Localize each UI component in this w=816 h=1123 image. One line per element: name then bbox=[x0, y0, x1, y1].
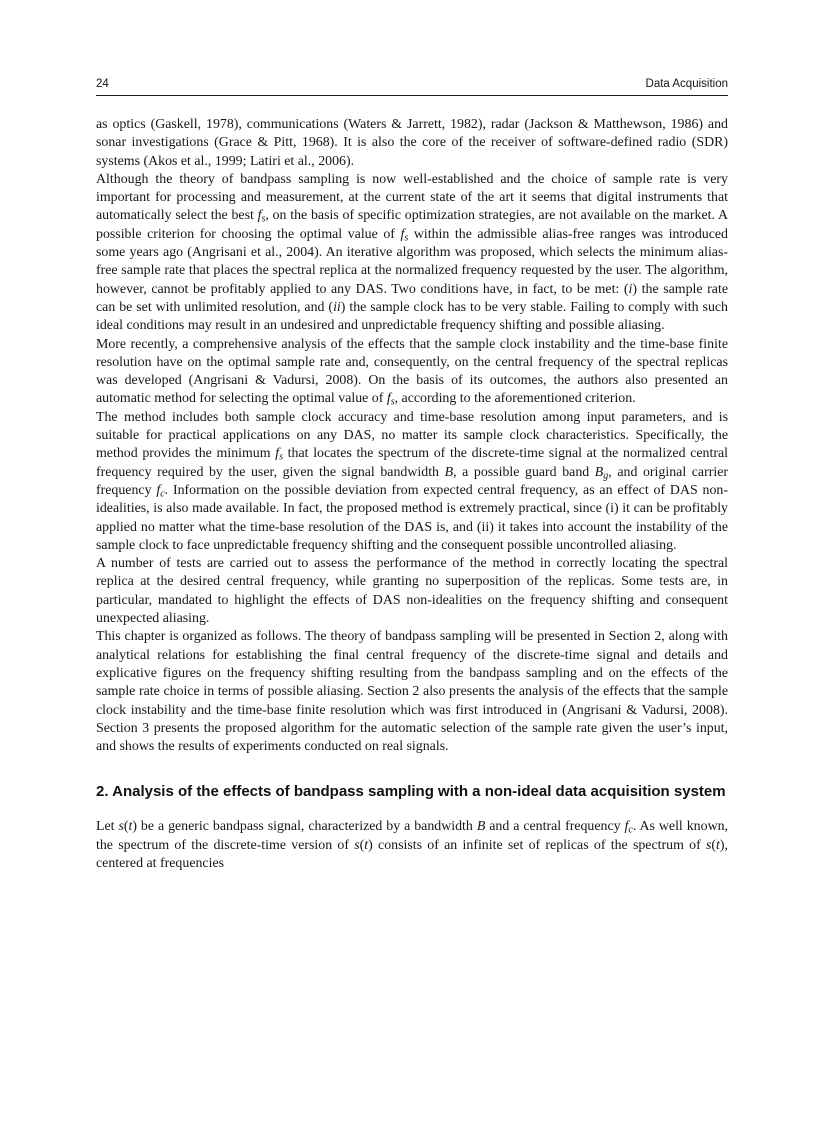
section-paragraphs bbox=[96, 818, 728, 873]
paragraph: A number of tests are carried out to assess the performance of the method in correctly locating the spectral replica at the desired central frequency, while granting no superposition of the replicas. Some tests are, in particular, mandated to highlight the effects of DAS non-idealities on the frequency shifting and consequent unexpected aliasing. bbox=[96, 556, 728, 627]
running-title: Data Acquisition bbox=[645, 78, 728, 90]
header-rule bbox=[96, 95, 728, 96]
page-number: 24 bbox=[96, 78, 109, 90]
paragraph: Let s(t) be a generic bandpass signal, characterized by a bandwidth B and a central frequency $f_c$. As well known, the spectrum of the discrete-time version of s(t) consists of an infinite set of replicas of the spectrum of s(t), centered at frequencies bbox=[96, 819, 729, 871]
paragraph: Although the theory of bandpass sampling is now well-established and the choice of sample rate is very important for processing and measurement, at the current state of the art it seems that digital instruments that automatically select the best $f_s$, on the basis of specific optimization strategies, are not available on the market. A possible criterion for choosing the optimal value of $f_s$ within the admissible alias-free ranges was introduced some years ago (Angrisani et al., 2004). An iterative algorithm was proposed, which selects the minimum alias-free sample rate that places the spectral replica at the normalized frequency requested by the user. The algorithm, however, cannot be profitably applied to any DAS. Two conditions have, in fact, to be met: (i) the sample rate can be set with unlimited resolution, and (ii) the sample clock has to be very stable. Failing to comply with such ideal conditions may result in an undesired and unpredictable frequency shifting and possible aliasing. bbox=[96, 171, 729, 334]
paragraph: The method includes both sample clock accuracy and time-base resolution among input parameters, and is suitable for practical applications on any DAS, no matter its sample clock characteristics. Specifically, the method provides the minimum $f_s$ that locates the spectrum of the discrete-time signal at the normalized central frequency required by the user, given the signal bandwidth B, a possible guard band $B_g$, and original carrier frequency $f_c$. Information on the possible deviation from expected central frequency, as an effect of DAS non-idealities, is also made available. In fact, the proposed method is extremely practical, since (i) it can be profitably applied no matter what the time-base resolution of the DAS is, and (ii) it takes into account the instability of the sample clock to face unpredictable frequency shifting and the consequent possible uncontrolled aliasing. bbox=[96, 409, 728, 553]
paragraph: More recently, a comprehensive analysis of the effects that the sample clock instability and the time-base finite resolution have on the optimal sample rate and, consequently, on the central frequency of the spectral replicas was developed (Angrisani & Vadursi, 2008). On the basis of its outcomes, the authors also presented an automatic method for selecting the optimal value of $f_s$, according to the aforementioned criterion. bbox=[96, 336, 728, 408]
page-header bbox=[96, 78, 728, 95]
intro-paragraphs bbox=[96, 116, 728, 756]
paragraph: This chapter is organized as follows. The theory of bandpass sampling will be presented in Section 2, along with analytical relations for establishing the final central frequency of the discrete-time signal and details and explicative figures on the frequency shifting resulting from the bandpass sampling and on the effects of the sample rate choice in terms of possible aliasing. Section 2 also presents the analysis of the effects that the sample clock instability and the time-base finite resolution which was first introduced in (Angrisani & Vadursi, 2008). Section 3 presents the proposed algorithm for the automatic selection of the sample rate given the user’s input, and shows the results of experiments conducted on real signals. bbox=[96, 629, 728, 755]
section-heading: 2. Analysis of the effects of bandpass sampling with a non-ideal data acquisition system bbox=[96, 783, 726, 801]
page-body bbox=[96, 116, 728, 873]
paragraph: as optics (Gaskell, 1978), communications (Waters & Jarrett, 1982), radar (Jackson & Matthewson, 1986) and sonar investigations (Grace & Pitt, 1968). It is also the core of the receiver of software-defined radio (SDR) systems (Akos et al., 1999; Latiri et al., 2006). bbox=[96, 117, 728, 169]
